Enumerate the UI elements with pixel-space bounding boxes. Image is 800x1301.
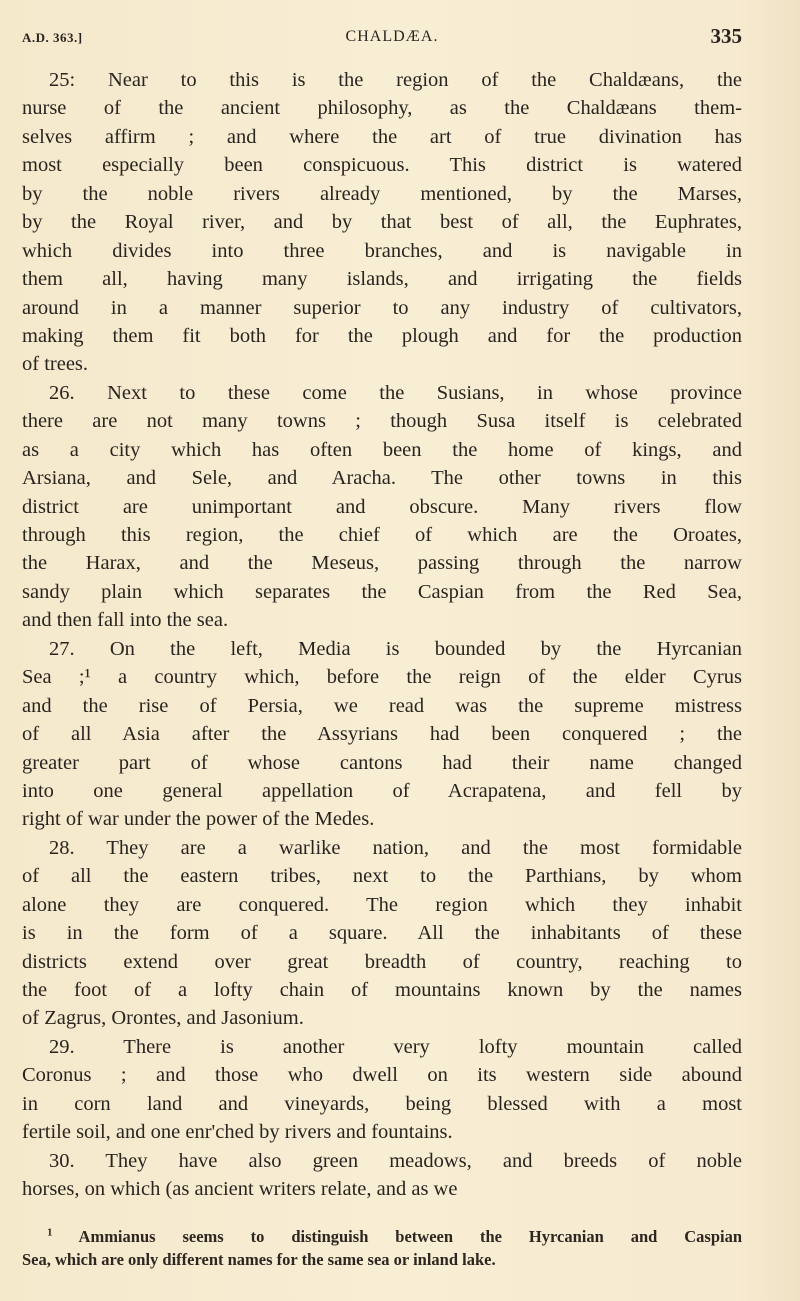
paragraph-line: the Harax, and the Meseus, passing through the narrow	[22, 552, 742, 575]
paragraph-line: in corn land and vineyards, being blessed with a most	[22, 1092, 742, 1115]
paragraph-line: sandy plain which separates the Caspian from the Red Sea,	[22, 580, 742, 603]
paragraph-line: and then fall into the sea.	[22, 609, 229, 632]
paragraph-line: by the noble rivers already mentioned, by the Marses,	[22, 182, 742, 205]
paragraph-line: of Zagrus, Orontes, and Jasonium.	[22, 1007, 304, 1030]
paragraph-line: is in the form of a square. All the inhabitants of these	[22, 922, 742, 945]
paragraph-line: fertile soil, and one enr'ched by rivers and fountains.	[22, 1121, 453, 1144]
header-title: CHALDÆA.	[345, 28, 439, 45]
paragraph-line: of all Asia after the Assyrians had been conquered ; the	[22, 723, 742, 746]
paragraph-line: Coronus ; and those who dwell on its western side abound	[22, 1064, 742, 1087]
paragraph-line: making them fit both for the plough and for the production	[22, 324, 742, 347]
paragraph-line: through this region, the chief of which are the Oroates,	[22, 524, 742, 546]
paragraph-line: as a city which has often been the home of kings, and	[22, 438, 742, 461]
paragraph-line: them all, having many islands, and irrigating the fields	[22, 268, 742, 291]
footnote-marker: 1	[47, 1226, 53, 1239]
paragraph-line: by the Royal river, and by that best of all, the Euphrates,	[22, 211, 742, 234]
paragraph-line: into one general appellation of Acrapatena, and fell by	[22, 779, 742, 802]
paragraph-start-line: 28. They are a warlike nation, and the most formidable	[49, 836, 742, 859]
paragraph-line: districts extend over great breadth of country, reaching to	[22, 950, 742, 973]
paragraph-start-line: 25: Near to this is the region of the Chaldæans, the	[49, 69, 742, 91]
paragraph-line: alone they are conquered. The region which they inhabit	[22, 893, 742, 916]
footnote-line: Sea, which are only different names for the same sea or inland lake.	[22, 1250, 496, 1269]
header-date: A.D. 363.]	[22, 30, 83, 45]
paragraph-line: and the rise of Persia, we read was the supreme mistress	[22, 694, 742, 717]
paragraph-line: the foot of a lofty chain of mountains known by the names	[22, 979, 742, 1001]
paragraph-line: most especially been conspicuous. This district is watered	[22, 154, 742, 177]
paragraph-line: of all the eastern tribes, next to the Parthians, by whom	[22, 865, 742, 888]
running-header	[22, 26, 742, 56]
paragraph-line: there are not many towns ; though Susa itself is celebrated	[22, 410, 742, 433]
page-number: 335	[710, 24, 742, 48]
paragraph-line: greater part of whose cantons had their name changed	[22, 751, 742, 774]
paragraph-line: Arsiana, and Sele, and Aracha. The other towns in this	[22, 467, 742, 490]
paragraph-start-line: 27. On the left, Media is bounded by the Hyrcanian	[49, 637, 742, 660]
paragraph-line: district are unimportant and obscure. Many rivers flow	[22, 495, 742, 518]
paragraph-start-line: 30. They have also green meadows, and breeds of noble	[49, 1149, 742, 1172]
paragraph-line: selves affirm ; and where the art of true divination has	[22, 125, 742, 148]
paragraph-line: horses, on which (as ancient writers relate, and as we	[22, 1178, 458, 1201]
body-text	[22, 66, 742, 1204]
paragraph-start-line: 26. Next to these come the Susians, in whose province	[49, 381, 742, 404]
footnote-line: $^1$ Ammianus seems to distinguish between the Hyrcanian and Caspian	[47, 1226, 743, 1246]
paragraph-line: which divides into three branches, and is navigable in	[22, 239, 742, 262]
paragraph-line: Sea ;¹ a country which, before the reign of the elder Cyrus	[22, 666, 742, 689]
footnote	[22, 1225, 742, 1271]
paragraph-line: nurse of the ancient philosophy, as the Chaldæans them-	[22, 97, 742, 120]
paragraph-line: around in a manner superior to any industry of cultivators,	[22, 296, 742, 319]
paragraph-line: of trees.	[22, 353, 89, 376]
paragraph-start-line: 29. There is another very lofty mountain called	[49, 1035, 742, 1058]
paragraph-line: right of war under the power of the Medes.	[22, 808, 375, 831]
